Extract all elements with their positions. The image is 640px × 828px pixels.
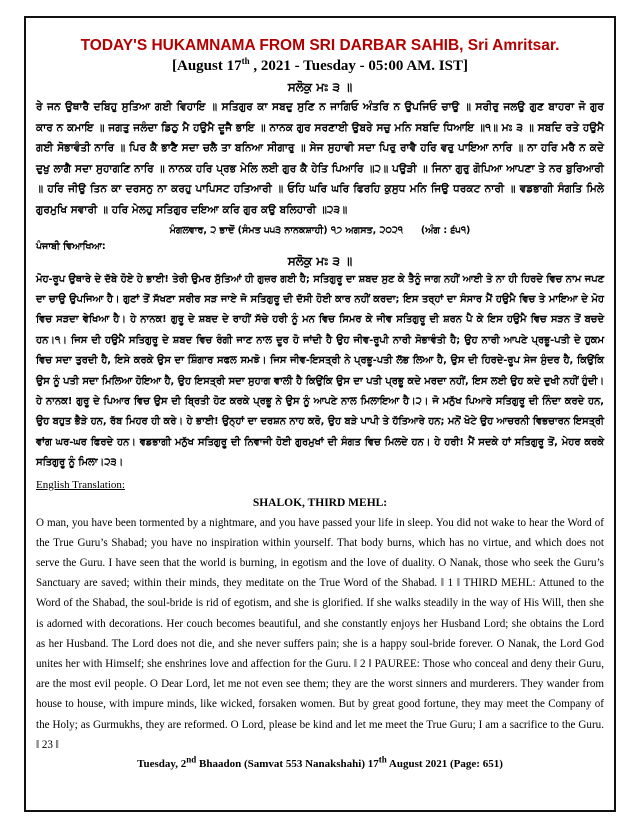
footer-sup-th: th — [378, 754, 387, 765]
footer-text-end: August 2021 (Page: 651) — [386, 758, 503, 771]
footer-sup-nd: nd — [186, 754, 197, 765]
date-line — [30, 57, 610, 75]
punjabi-heading: ਸਲੋਕੁ ਮਃ ੩ ॥ — [287, 253, 353, 268]
punjabi-explanation: ਮੋਹ-ਰੂਪ ਉਥਾਰੇ ਦੇ ਦੱਬੇ ਹੋਏ ਹੇ ਭਾਈ! ਤੇਰੀ ਉਮਰ ਸੁੱਤਿਆਂ ਹੀ ਗੁਜ਼ਰ ਗਈ ਹੈ; ਸਤਿਗੁਰੂ ਦਾ ਸ਼ਬਦ ਸੁਣ ਕੇ ਤੈਨੂੰ ਜਾਗ ਨਹੀਂ ਆਈ ਤੇ ਨਾ ਹੀ ਹਿਰਦੇ ਵਿਚ ਨਾਮ ਜਪਣ ਦਾ ਚਾਉ ਉਪਜਿਆ ਹੈ। ਗੁਣਾਂ ਤੋਂ ਸੱਖਣਾ ਸਰੀਰ ਸੜ ਜਾਏ ਜੋ ਸਤਿਗੁਰੂ ਦੀ ਦੱਸੀ ਹੋਈ ਕਾਰ ਨਹੀਂ ਕਰਦਾ; ਇਸ ਤਰ੍ਹਾਂ ਦਾ ਸੰਸਾਰ ਮੈਂ ਹਉਮੈ ਵਿਚ ਤੇ ਮਾਇਆ ਦੇ ਮੋਹ ਵਿਚ ਸੜਦਾ ਵੇਖਿਆ ਹੈ। ਹੇ ਨਾਨਕ! ਗੁਰੂ ਦੇ ਸ਼ਬਦ ਦੇ ਰਾਹੀਂ ਸੱਚੇ ਹਰੀ ਨੂੰ ਮਨ ਵਿਚ ਸਿਮਰ ਕੇ ਜੀਵ ਸਤਿਗੁਰੂ ਦੀ ਸ਼ਰਨ ਪੈ ਕੇ ਇਸ ਹਉਮੈ ਵਿਚ ਸੜਨ ਤੋਂ ਬਚਦੇ ਹਨ।੧। ਜਿਸ ਦੀ ਹਉਮੈ ਸਤਿਗੁਰੂ ਦੇ ਸ਼ਬਦ ਵਿਚ ਰੰਗੀ ਜਾਣ ਨਾਲ ਦੂਰ ਹੋ ਜਾਂਦੀ ਹੈ ਉਹ ਜੀਵ-ਰੂਪੀ ਨਾਰੀ ਸੋਭਾਵੰਤੀ ਹੈ; ਉਹ ਨਾਰੀ ਆਪਣੇ ਪ੍ਰਭੂ-ਪਤੀ ਦੇ ਹੁਕਮ ਵਿਚ ਸਦਾ ਤੁਰਦੀ ਹੈ, ਇਸੇ ਕਰਕੇ ਉਸ ਦਾ ਸ਼ਿੰਗਾਰ ਸਫਲ ਸਮਝੋ। ਜਿਸ ਜੀਵ-ਇਸਤ੍ਰੀ ਨੇ ਪ੍ਰਭੂ-ਪਤੀ ਲੱਭ ਲਿਆ ਹੈ, ਉਸ ਦੀ ਹਿਰਦੇ-ਰੂਪ ਸੇਜ ਸੁੰਦਰ ਹੈ, ਕਿਉਂਕਿ ਉਸ ਨੂੰ ਪਤੀ ਸਦਾ ਮਿਲਿਆ ਹੋਇਆ ਹੈ, ਉਹ ਇਸਤ੍ਰੀ ਸਦਾ ਸੁਹਾਗ ਵਾਲੀ ਹੈ ਕਿਉਂਕਿ ਉਸ ਦਾ ਪਤੀ ਪ੍ਰਭੂ ਕਦੇ ਮਰਦਾ ਨਹੀਂ, ਇਸ ਲਈ ਉਹ ਕਦੇ ਦੁਖੀ ਨਹੀਂ ਹੁੰਦੀ। ਹੇ ਨਾਨਕ! ਗੁਰੂ ਦੇ ਪਿਆਰ ਵਿਚ ਉਸ ਦੀ ਬ੍ਰਿਤੀ ਹੋਣ ਕਰਕੇ ਪ੍ਰਭੂ ਨੇ ਉਸ ਨੂੰ ਆਪਣੇ ਨਾਲ ਮਿਲਾਇਆ ਹੈ।੨। ਜੋ ਮਨੁੱਖ ਪਿਆਰੇ ਸਤਿਗੁਰੂ ਦੀ ਨਿੰਦਾ ਕਰਦੇ ਹਨ, ਉਹ ਬਹੁਤ ਭੈੜੇ ਹਨ, ਰੱਬ ਮਿਹਰ ਹੀ ਕਰੇ। ਹੇ ਭਾਈ! ਉਨ੍ਹਾਂ ਦਾ ਦਰਸ਼ਨ ਨਾਹ ਕਰੋ, ਉਹ ਬੜੇ ਪਾਪੀ ਤੇ ਹੱਤਿਆਰੇ ਹਨ; ਮਨੋਂ ਖੋਟੇ ਉਹ ਆਚਰਨੀ ਵਿਭਚਾਰਨ ਇਸਤ੍ਰੀ ਵਾਂਗ ਘਰ-ਘਰ ਫਿਰਦੇ ਹਨ। ਵਡਭਾਗੀ ਮਨੁੱਖ ਸਤਿਗੁਰੂ ਦੀ ਨਿਵਾਜੀ ਹੋਈ ਗੁਰਮੁਖਾਂ ਦੀ ਸੰਗਤ ਵਿਚ ਮਿਲਦੇ ਹਨ। ਹੇ ਹਰੀ! ਮੈਂ ਸਦਕੇ ਹਾਂ ਸਤਿਗੁਰੂ ਤੋਂ, ਮੇਹਰ ਕਰਕੇ ਸਤਿਗੁਰੂ ਨੂੰ ਮਿਲਾ।੨੩। — [36, 273, 604, 469]
gurmukhi-heading: ਸਲੋਕੁ ਮਃ ੩ ॥ — [287, 80, 353, 94]
english-translation: O man, you have been tormented by a nightmare, and you have passed your life in sleep. You did not wake to hear the Word of the True Guru’s Shabad; you have no inspiration within yourself. That body burns, which has no virtue, and which does not serve the Guru. I have seen that the world is burning, in egotism and the love of duality. O Nanak, those who seek the Guru’s Sanctuary are saved; within their minds, they meditate on the True Word of the Shabad. ‖ 1 ‖ THIRD MEHL: Attuned to the Word of the Shabad, the soul-bride is rid of egotism, and she is glorified. If she walks steadily in the way of His Will, then she is adorned with decorations. Her couch becomes beautiful, and she constantly enjoys her Husband Lord; she obtains the Lord as her Husband. The Lord does not die, and she never suffers pain; she is a happy soul-bride forever. O Nanak, the Lord God unites her with Himself; she enshrines love and affection for the Guru. ‖ 2 ‖ PAUREE: Those who conceal and deny their Guru, are the most evil people. O Dear Lord, let me not even see them; they are the worst sinners and murderers. They wander from house to house, with impure minds, like wicked, forsaken women. But by great good fortune, they may meet the Company of the Holy; as Gurmukhs, they are reformed. O Lord, please be kind and let me meet the True Guru; I am a sacrifice to the Guru. ‖ 23 ‖ — [36, 516, 604, 751]
punjabi-date-line — [30, 224, 610, 238]
date-text-start: [August 17 — [172, 58, 242, 74]
page-title: TODAY'S HUKAMNAMA FROM SRI DARBAR SAHIB, Sri Amritsar. — [80, 37, 560, 54]
punjabi-date: ਮੰਗਲਵਾਰ, ੨ ਭਾਦੋਂ (ਸੰਮਤ ੫੫੩ ਨਾਨਕਸ਼ਾਹੀ) ੧੭ ਅਗਸਤ, ੨੦੨੧ — [169, 224, 403, 236]
english-heading: SHALOK, THIRD MEHL: — [252, 496, 388, 509]
footer-text-start: Tuesday, 2 — [137, 758, 187, 771]
date-text-end: , 2021 - Tuesday - 05:00 AM. IST] — [249, 58, 468, 74]
footer-text-mid: Bhaadon (Samvat 553 Nanakshahi) 17 — [196, 758, 379, 771]
punjabi-label: ਪੰਜਾਬੀ ਵਿਆਖਿਆ: — [36, 240, 106, 252]
gurmukhi-text: ਰੇ ਜਨ ਉਥਾਰੈ ਦਬਿਹੁ ਸੁਤਿਆ ਗਈ ਵਿਹਾਇ ॥ ਸਤਿਗੁਰ ਕਾ ਸਬਦੁ ਸੁਣਿ ਨ ਜਾਗਿਓ ਅੰਤਰਿ ਨ ਉਪਜਿਓ ਚਾਉ ॥ ਸਰੀਰੁ ਜਲਉ ਗੁਣ ਬਾਹਰਾ ਜੋ ਗੁਰ ਕਾਰ ਨ ਕਮਾਇ ॥ ਜਗਤੁ ਜਲੰਦਾ ਡਿਠੁ ਮੈ ਹਉਮੈ ਦੂਜੈ ਭਾਇ ॥ ਨਾਨਕ ਗੁਰ ਸਰਣਾਈ ਉਬਰੇ ਸਚੁ ਮਨਿ ਸਬਦਿ ਧਿਆਇ ॥੧॥ ਮਃ ੩ ॥ ਸਬਦਿ ਰਤੇ ਹਉਮੈ ਗਈ ਸੋਭਾਵੰਤੀ ਨਾਰਿ ॥ ਪਿਰ ਕੈ ਭਾਣੈ ਸਦਾ ਚਲੈ ਤਾ ਬਨਿਆ ਸੀਗਾਰੁ ॥ ਸੇਜ ਸੁਹਾਵੀ ਸਦਾ ਪਿਰੁ ਰਾਵੈ ਹਰਿ ਵਰੁ ਪਾਇਆ ਨਾਰਿ ॥ ਨਾ ਹਰਿ ਮਰੈ ਨ ਕਦੇ ਦੁਖੁ ਲਾਗੈ ਸਦਾ ਸੁਹਾਗਣਿ ਨਾਰਿ ॥ ਨਾਨਕ ਹਰਿ ਪ੍ਰਭ ਮੇਲਿ ਲਈ ਗੁਰ ਕੈ ਹੇਤਿ ਪਿਆਰਿ ॥੨॥ ਪਉੜੀ ॥ ਜਿਨਾ ਗੁਰੁ ਗੋਪਿਆ ਆਪਣਾ ਤੇ ਨਰ ਬੁਰਿਆਰੀ ॥ ਹਰਿ ਜੀਉ ਤਿਨ ਕਾ ਦਰਸਨੁ ਨਾ ਕਰਹੁ ਪਾਪਿਸਟ ਹਤਿਆਰੀ ॥ ਓਹਿ ਘਰਿ ਘਰਿ ਫਿਰਹਿ ਕੁਸੁਧ ਮਨਿ ਜਿਉ ਧਰਕਟ ਨਾਰੀ ॥ ਵਡਭਾਗੀ ਸੰਗਤਿ ਮਿਲੇ ਗੁਰਮੁਖਿ ਸਵਾਰੀ ॥ ਹਰਿ ਮੇਲਹੁ ਸਤਿਗੁਰ ਦਇਆ ਕਰਿ ਗੁਰ ਕਉ ਬਲਿਹਾਰੀ ॥੨੩॥ — [36, 101, 604, 216]
hukamnama-document — [30, 22, 610, 806]
english-label: English Translation: — [36, 478, 125, 491]
ang-number: (ਅੰਗ : ੬੫੧) — [420, 224, 471, 236]
footer-date-line — [30, 754, 610, 771]
date-superscript: th — [241, 56, 250, 66]
